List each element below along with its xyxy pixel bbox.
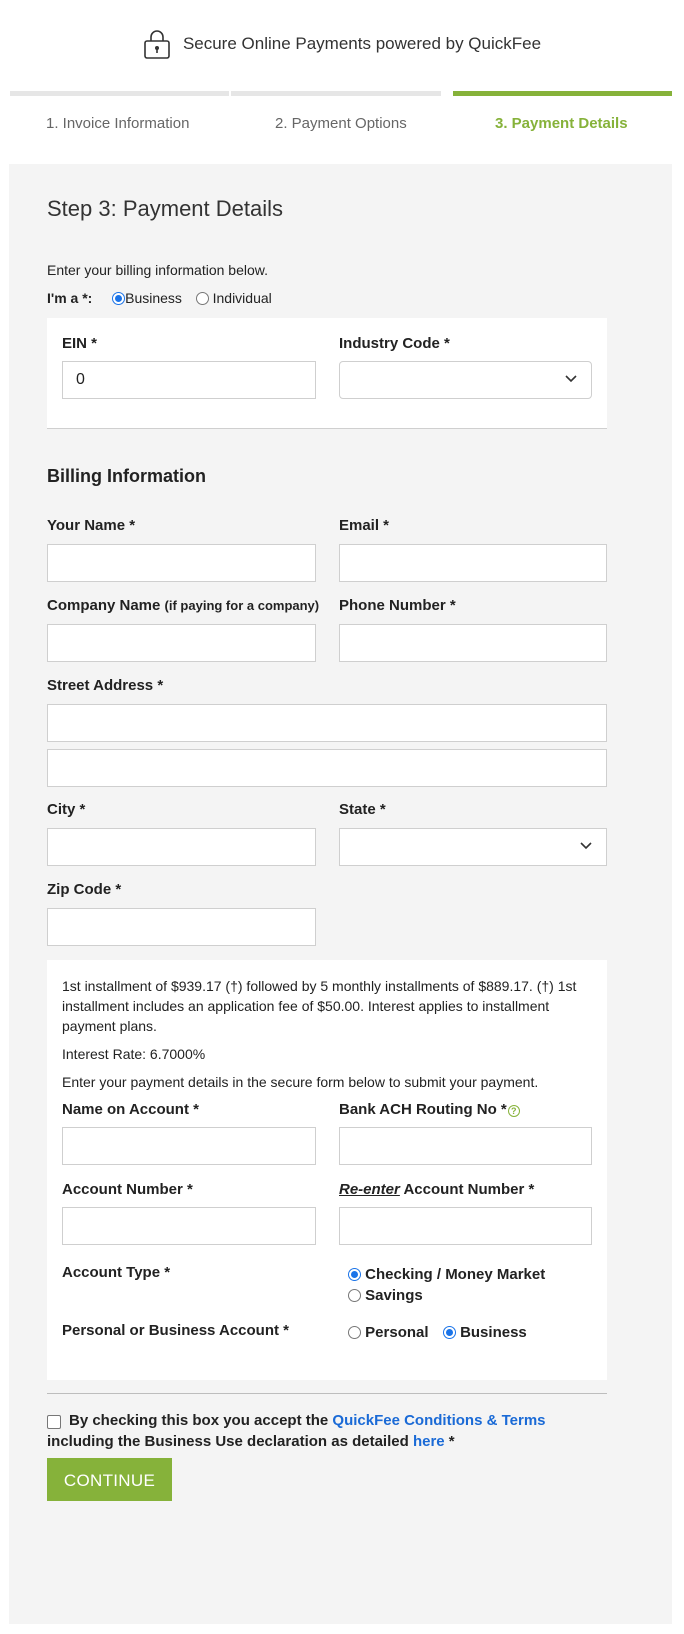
terms-prefix: By checking this box you accept the xyxy=(69,1412,333,1429)
help-icon[interactable]: ? xyxy=(508,1105,520,1117)
phone-label: Phone Number * xyxy=(339,597,456,614)
street-address-label: Street Address * xyxy=(47,677,164,694)
header-title: Secure Online Payments powered by QuickFee xyxy=(182,34,542,53)
step-3-bar xyxy=(453,91,672,96)
industry-code-label: Industry Code * xyxy=(339,335,450,352)
step-1-label[interactable]: 1. Invoice Information xyxy=(46,115,190,132)
im-a-group xyxy=(47,290,272,306)
account-type-savings-radio[interactable] xyxy=(348,1289,361,1302)
im-a-business-radio[interactable] xyxy=(112,292,125,305)
reenter-account-number-label xyxy=(339,1181,534,1198)
routing-number-label xyxy=(339,1101,520,1118)
page-title: Step 3: Payment Details xyxy=(47,196,284,221)
industry-code-select[interactable] xyxy=(339,361,592,399)
terms-middle: including the Business Use declaration as detailed xyxy=(47,1433,413,1450)
city-input[interactable] xyxy=(47,828,316,866)
email-label: Email * xyxy=(339,517,390,534)
reenter-label-text: Account Number * xyxy=(399,1181,535,1198)
terms-text xyxy=(47,1410,607,1452)
company-label-hint: (if paying for a company) xyxy=(164,598,320,613)
account-type-label: Account Type * xyxy=(62,1264,171,1281)
personal-business-group xyxy=(348,1324,527,1341)
payment-instruction: Enter your payment details in the secure form below to submit your payment. xyxy=(62,1074,539,1090)
ein-label: EIN * xyxy=(62,335,98,352)
personal-label[interactable]: Personal xyxy=(365,1324,429,1341)
zip-input[interactable] xyxy=(47,908,316,946)
interest-rate: Interest Rate: 6.7000% xyxy=(62,1046,206,1062)
business-use-link[interactable]: here xyxy=(412,1433,445,1450)
account-type-checking-radio[interactable] xyxy=(348,1268,361,1281)
intro-text: Enter your billing information below. xyxy=(47,262,269,278)
street-address-line2-input[interactable] xyxy=(47,749,607,787)
phone-input[interactable] xyxy=(339,624,607,662)
payment-details-form xyxy=(9,164,672,1624)
name-on-account-input[interactable] xyxy=(62,1127,316,1165)
routing-number-label-text: Bank ACH Routing No * xyxy=(339,1101,507,1118)
step-2-bar xyxy=(231,91,441,96)
account-type-savings-option[interactable] xyxy=(348,1287,423,1304)
continue-button[interactable]: CONTINUE xyxy=(47,1458,172,1501)
zip-label: Zip Code * xyxy=(47,881,122,898)
terms-suffix: * xyxy=(444,1433,455,1450)
im-a-individual-label[interactable]: Individual xyxy=(212,290,272,306)
state-select[interactable] xyxy=(339,828,607,866)
account-number-input[interactable] xyxy=(62,1207,316,1245)
step-progress xyxy=(10,91,672,159)
im-a-business-label[interactable]: Business xyxy=(125,290,182,306)
personal-radio[interactable] xyxy=(348,1326,361,1339)
page-header xyxy=(0,0,684,88)
company-label-text: Company Name xyxy=(47,597,161,614)
im-a-individual-radio[interactable] xyxy=(196,292,209,305)
name-on-account-label: Name on Account * xyxy=(62,1101,199,1118)
im-a-label: I'm a *: xyxy=(47,290,93,306)
company-input[interactable] xyxy=(47,624,316,662)
billing-heading: Billing Information xyxy=(47,466,206,486)
account-type-checking-option[interactable] xyxy=(348,1266,545,1283)
account-type-checking-label[interactable]: Checking / Money Market xyxy=(365,1266,546,1283)
city-label: City * xyxy=(47,801,86,818)
your-name-label: Your Name * xyxy=(47,517,136,534)
installment-text: 1st installment of $939.17 (†) followed by 5 monthly installments of $889.17. (†) 1st installment includes an application fee of $50.00. Interest applies to installment payment plans. xyxy=(62,978,577,1034)
personal-business-label: Personal or Business Account * xyxy=(62,1322,290,1339)
your-name-input[interactable] xyxy=(47,544,316,582)
step-2-label[interactable]: 2. Payment Options xyxy=(275,115,407,132)
divider xyxy=(47,1393,607,1394)
account-type-savings-label[interactable]: Savings xyxy=(365,1287,423,1304)
company-label xyxy=(47,597,319,614)
routing-number-input[interactable] xyxy=(339,1127,592,1165)
step-1-bar xyxy=(10,91,229,96)
street-address-line1-input[interactable] xyxy=(47,704,607,742)
divider xyxy=(47,428,607,429)
payment-panel xyxy=(47,960,607,1380)
state-label: State * xyxy=(339,801,386,818)
lock-icon xyxy=(143,28,171,60)
email-input[interactable] xyxy=(339,544,607,582)
reenter-emphasis: Re-enter xyxy=(339,1181,400,1198)
ein-input[interactable]: 0 xyxy=(62,361,316,399)
business-radio[interactable] xyxy=(443,1326,456,1339)
chevron-down-icon xyxy=(580,842,592,850)
chevron-down-icon xyxy=(565,375,577,383)
ein-panel xyxy=(47,318,607,428)
account-number-label: Account Number * xyxy=(62,1181,193,1198)
reenter-account-number-input[interactable] xyxy=(339,1207,592,1245)
business-label[interactable]: Business xyxy=(460,1324,527,1341)
terms-link[interactable]: QuickFee Conditions & Terms xyxy=(332,1412,546,1429)
step-3-label: 3. Payment Details xyxy=(495,115,628,132)
